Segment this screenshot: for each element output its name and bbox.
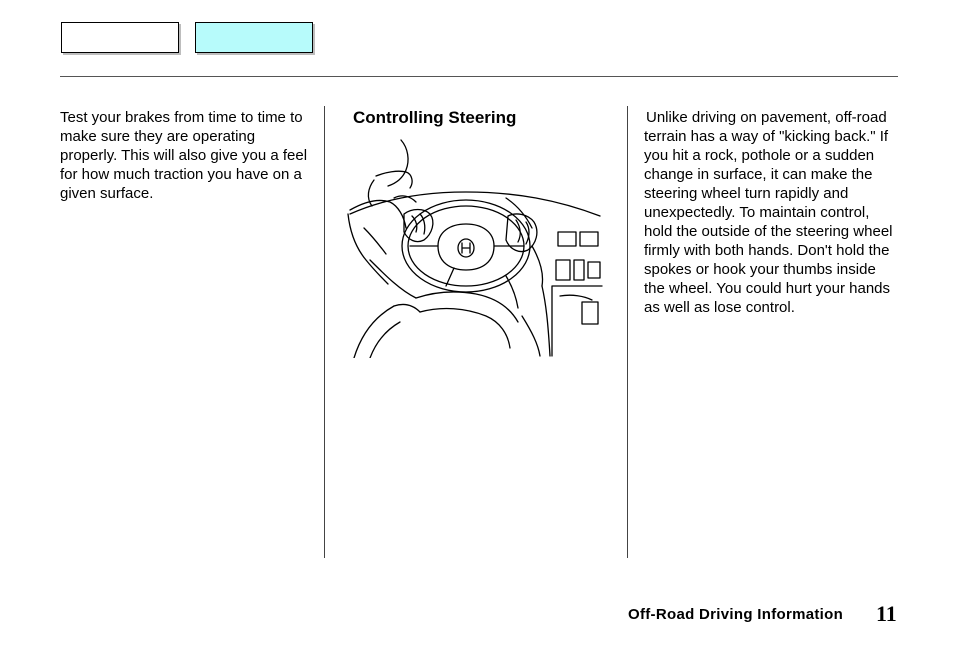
column-divider-left — [324, 106, 325, 558]
index-nav-button[interactable] — [195, 22, 313, 53]
page-number: 11 — [876, 601, 897, 626]
section-heading: Controlling Steering — [353, 108, 517, 127]
footer-section-title: Off-Road Driving Information — [628, 606, 844, 623]
steering-wheel-hands-illustration — [346, 136, 604, 358]
steering-control-paragraph: Unlike driving on pavement, off-road terrain has a way of "kicking back." If you hit a rock, pothole or a sudden change in surface, it can make the steering wheel turn rapidly and unexpectedly. To maintain control, hold the outside of the steering wheel firmly with both hands. Don't hold the spokes or hook your thumbs inside the wheel. You could hurt your hands as well as lose control. — [644, 109, 893, 316]
contents-nav-button[interactable] — [61, 22, 179, 53]
column-divider-right — [627, 106, 628, 558]
header-divider — [60, 76, 898, 77]
brake-test-paragraph: Test your brakes from time to time to make sure they are operating properly. This will also give you a feel for how much traction you have on a given surface. — [60, 109, 308, 202]
